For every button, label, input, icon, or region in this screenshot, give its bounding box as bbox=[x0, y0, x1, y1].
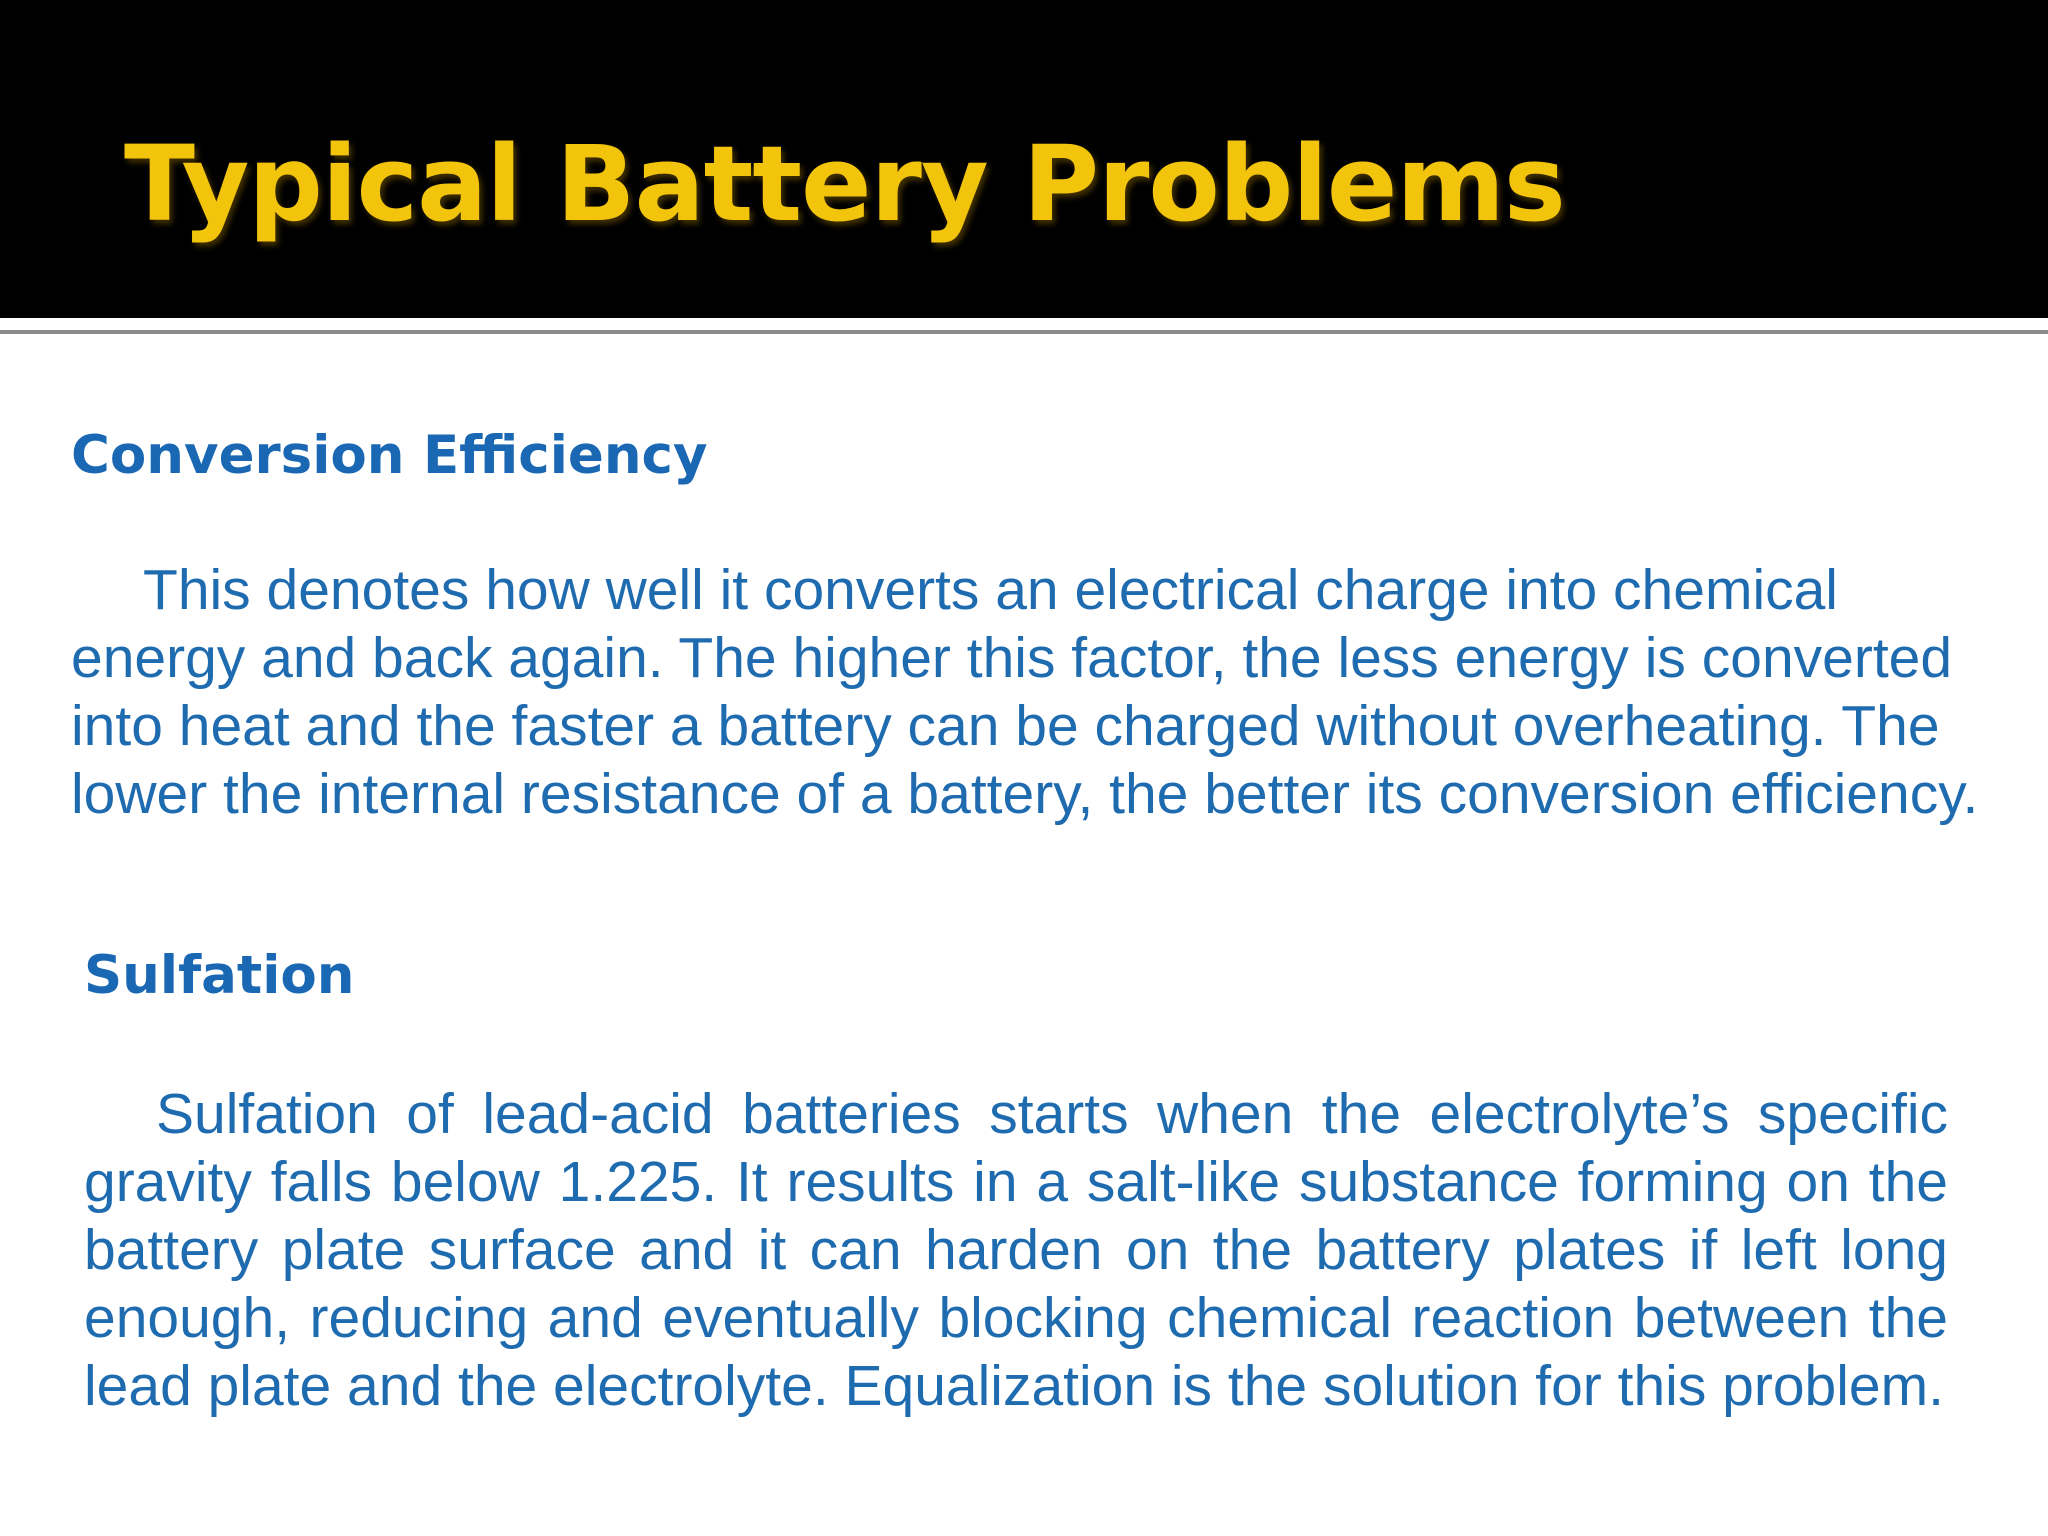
title-bar bbox=[0, 0, 2048, 318]
section-body: Sulfation of lead-acid batteries starts when the electrolyte’s specific gravity falls below 1.225. It results in a salt-like substance forming on the battery plate surface and it can harden on the battery plates if left long enough, reducing and eventually blocking chemical reaction between the lead plate and the electrolyte. Equalization is the solution for this problem. bbox=[84, 1082, 1948, 1418]
section-conversion-efficiency bbox=[71, 420, 2001, 828]
title-divider bbox=[0, 330, 2048, 334]
slide-title: Typical Battery Problems bbox=[124, 123, 1565, 245]
section-heading: Sulfation bbox=[84, 945, 355, 1006]
section-sulfation bbox=[84, 940, 1948, 1420]
section-body: This denotes how well it converts an electrical charge into chemical energy and back again. The higher this factor, the less energy is converted into heat and the faster a battery can be charged without overheating. The lower the internal resistance of a battery, the better its conversion efficiency. bbox=[71, 558, 1979, 826]
section-heading: Conversion Efficiency bbox=[71, 425, 708, 486]
